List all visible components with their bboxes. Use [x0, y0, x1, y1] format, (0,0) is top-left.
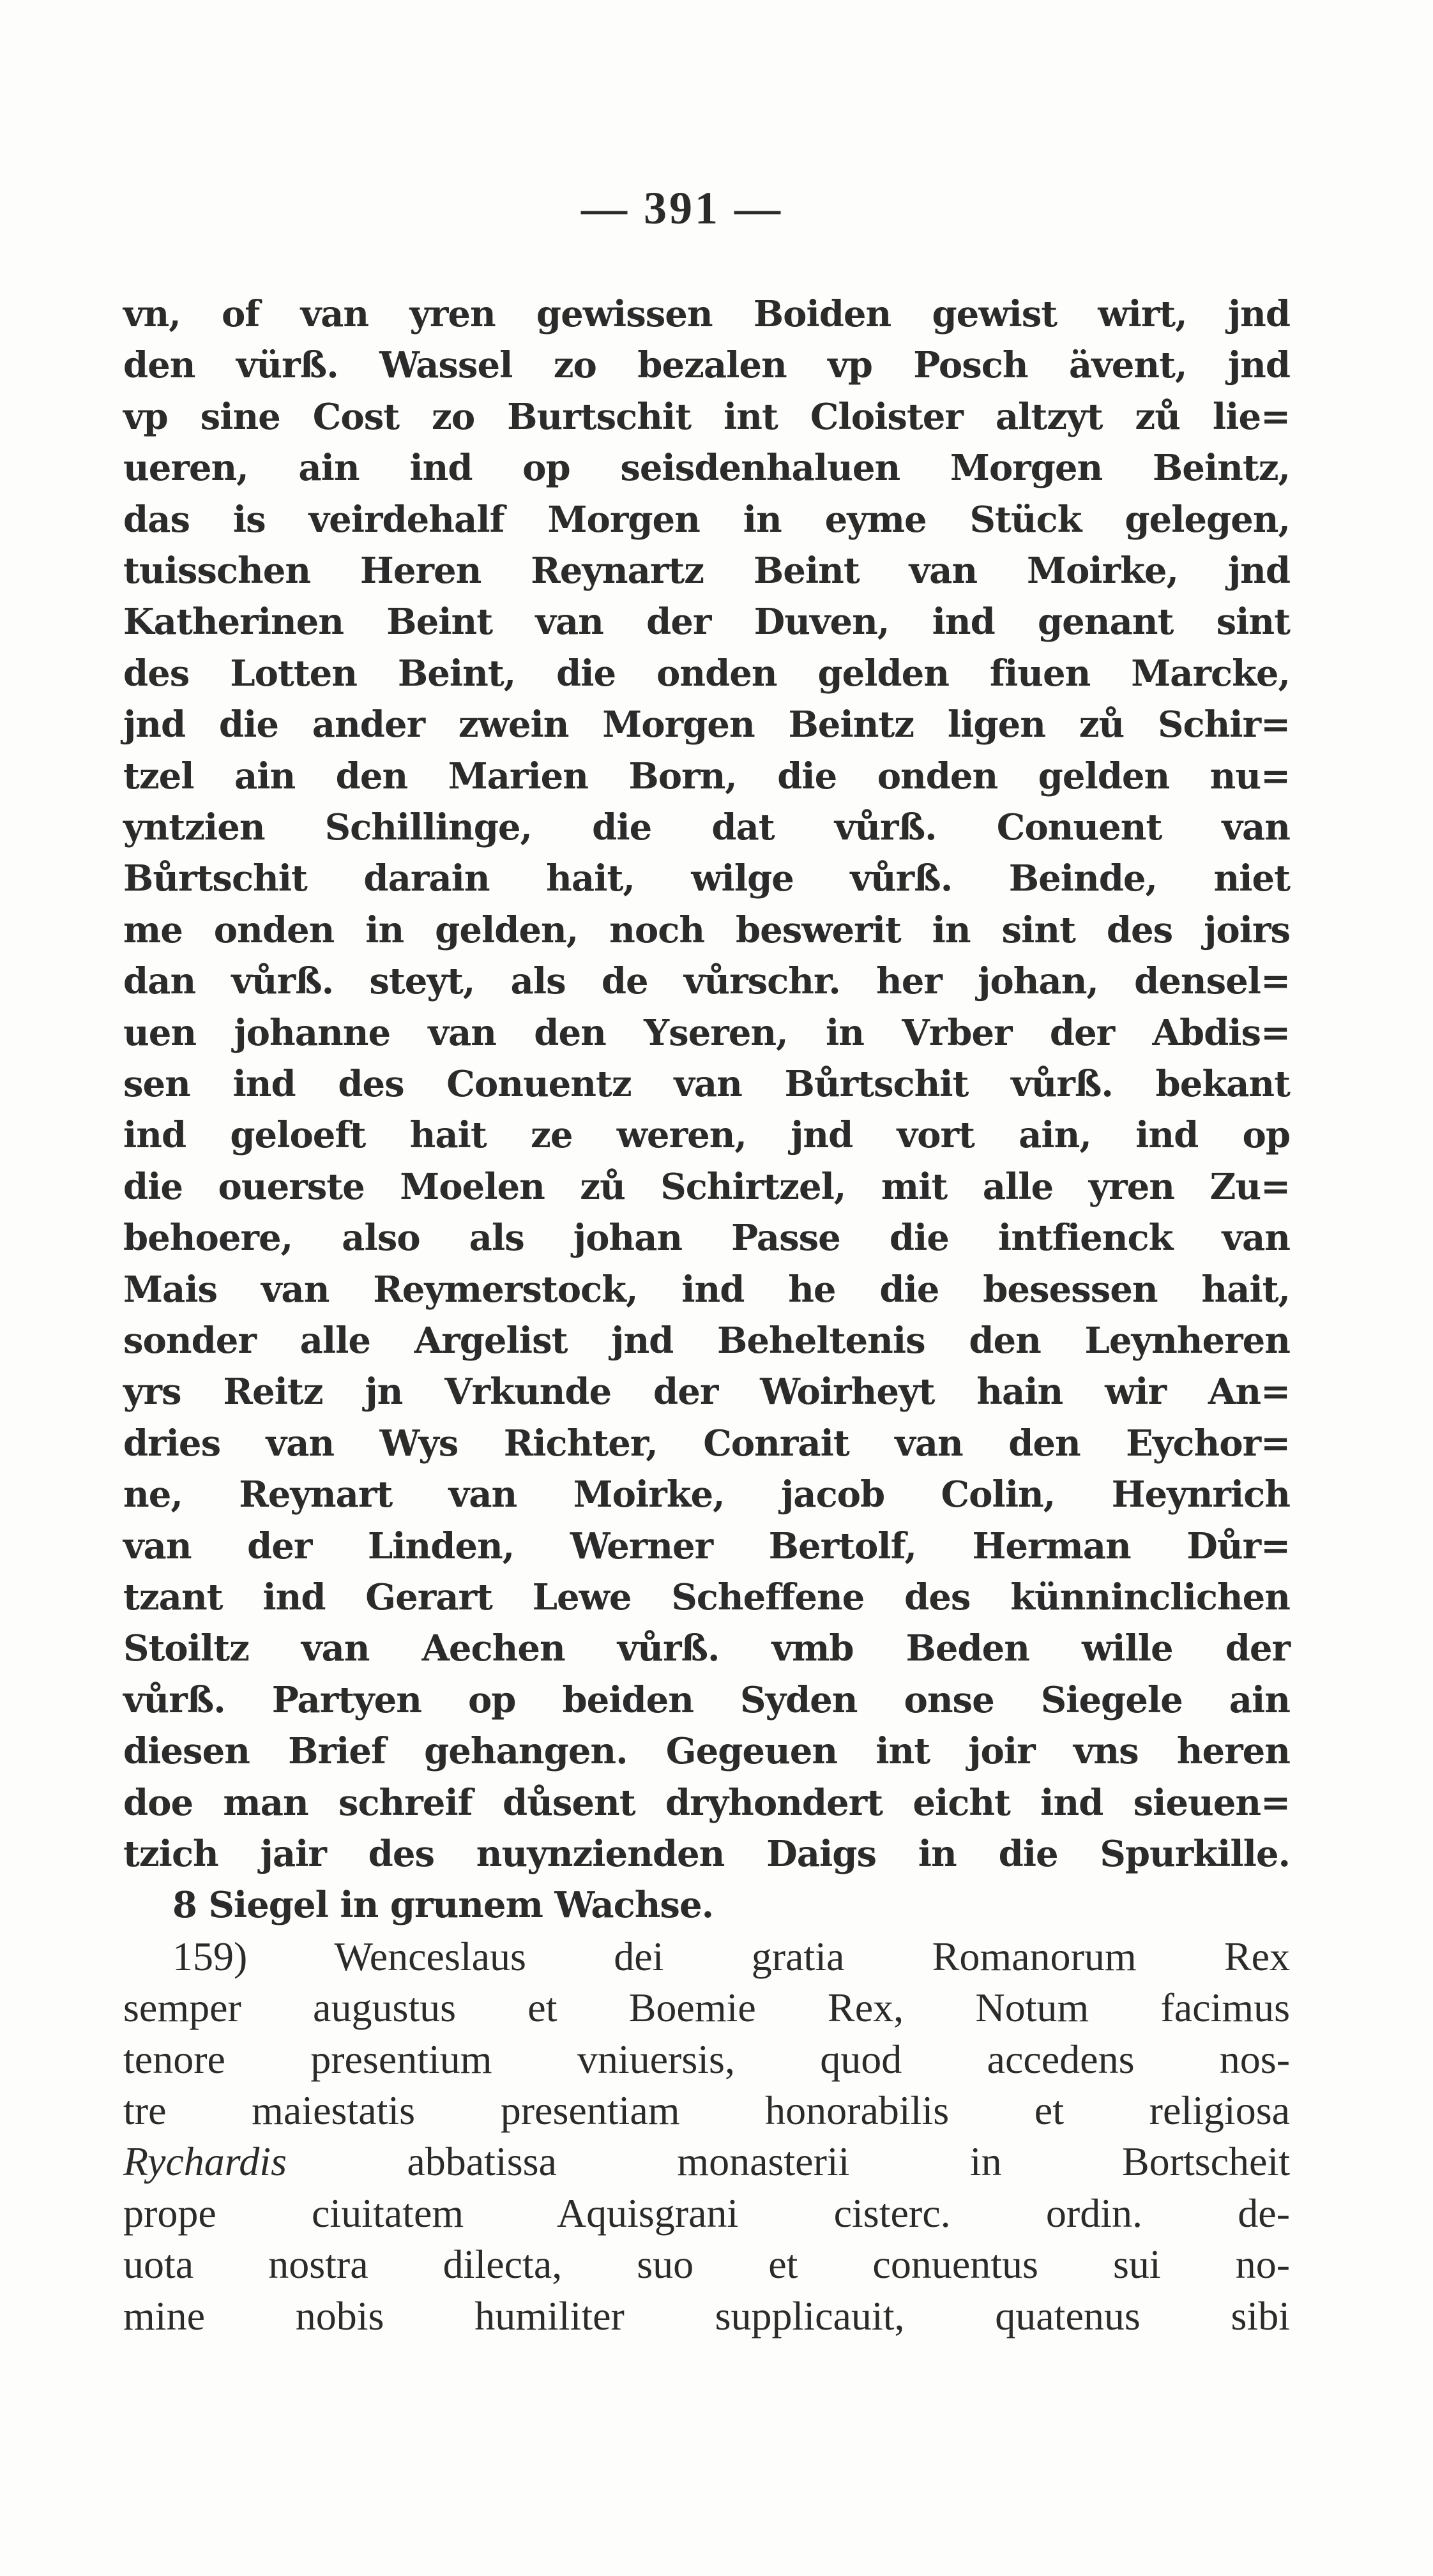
- text-line: den vürß. Wassel zo bezalen vp Posch ävent, jnd: [123, 344, 1290, 387]
- text-line: 159) Wenceslaus dei gratia Romanorum Rex: [172, 1933, 1290, 1979]
- text-line: tre maiestatis presentiam honorabilis et religiosa: [123, 2088, 1290, 2133]
- text-line: mine nobis humiliter supplicauit, quatenus sibi: [123, 2293, 1290, 2339]
- text-line: ueren, ain ind op seisdenhaluen Morgen Beintz,: [123, 447, 1290, 490]
- text-line: vůrß. Partyen op beiden Syden onse Siegele ain: [123, 1678, 1290, 1721]
- text-line: van der Linden, Werner Bertolf, Herman Důr=: [123, 1525, 1290, 1567]
- text-line: 8 Siegel in grunem Wachse.: [172, 1884, 714, 1927]
- text-line: doe man schreif důsent dryhondert eicht ind sieuen=: [123, 1781, 1290, 1824]
- text-line: ind geloeft hait ze weren, jnd vort ain, ind op: [123, 1114, 1290, 1157]
- text-line: Bůrtschit darain hait, wilge vůrß. Beinde, niet: [123, 857, 1290, 900]
- text-line: tenore presentium vniuersis, quod accedens nos-: [123, 2036, 1290, 2082]
- text-line: vn, of van yren gewissen Boiden gewist wirt, jnd: [123, 293, 1290, 335]
- text-line: uota nostra dilecta, suo et conuentus sui no-: [123, 2241, 1290, 2287]
- text-line: tzich jair des nuynzienden Daigs in die Spurkille.: [123, 1833, 1290, 1875]
- text-line: me onden in gelden, noch beswerit in sint des joirs: [123, 908, 1290, 951]
- text-line: semper augustus et Boemie Rex, Notum facimus: [123, 1985, 1290, 2031]
- text-line: Stoiltz van Aechen vůrß. vmb Beden wille der: [123, 1627, 1290, 1670]
- text-line: tzel ain den Marien Born, die onden gelden nu=: [123, 755, 1290, 797]
- text-line: dries van Wys Richter, Conrait van den Eychor=: [123, 1422, 1290, 1465]
- text-line: diesen Brief gehangen. Gegeuen int joir vns heren: [123, 1730, 1290, 1773]
- text-line: yntzien Schillinge, die dat vůrß. Conuent van: [123, 806, 1290, 848]
- page-number: — 391 —: [581, 183, 783, 234]
- text-line: ne, Reynart van Moirke, jacob Colin, Heynrich: [123, 1473, 1290, 1516]
- text-line: prope ciuitatem Aquisgrani cisterc. ordin. de-: [123, 2190, 1290, 2236]
- text-line: tzant ind Gerart Lewe Scheffene des künninclichen: [123, 1576, 1290, 1618]
- text-line: sonder alle Argelist jnd Beheltenis den Leynheren: [123, 1320, 1290, 1362]
- text-line: tuisschen Heren Reynartz Beint van Moirke, jnd: [123, 550, 1290, 592]
- text-line: Mais van Reymerstock, ind he die besessen hait,: [123, 1268, 1290, 1311]
- text-line-rest: abbatissa monasterii in Bortscheit: [407, 2139, 1290, 2185]
- text-line: des Lotten Beint, die onden gelden fiuen Marcke,: [123, 652, 1290, 695]
- text-line: das is veirdehalf Morgen in eyme Stück gelegen,: [123, 498, 1290, 541]
- text-line: die ouerste Moelen zů Schirtzel, mit alle yren Zu=: [123, 1165, 1290, 1208]
- text-line: [123, 2136, 1290, 2187]
- text-line: vp sine Cost zo Burtschit int Cloister altzyt zů lie=: [123, 395, 1290, 438]
- text-line: jnd die ander zwein Morgen Beintz ligen zů Schir=: [123, 704, 1290, 746]
- text-line: uen johanne van den Yseren, in Vrber der Abdis=: [123, 1011, 1290, 1054]
- text-line: sen ind des Conuentz van Bůrtschit vůrß. bekant: [123, 1063, 1290, 1105]
- text-line: Katherinen Beint van der Duven, ind genant sint: [123, 601, 1290, 644]
- text-line: behoere, also als johan Passe die intfienck van: [123, 1217, 1290, 1260]
- italic-name: Rychardis: [123, 2139, 287, 2185]
- text-line: yrs Reitz jn Vrkunde der Woirheyt hain wir An=: [123, 1371, 1290, 1413]
- text-line: dan vůrß. steyt, als de vůrschr. her johan, densel=: [123, 960, 1290, 1003]
